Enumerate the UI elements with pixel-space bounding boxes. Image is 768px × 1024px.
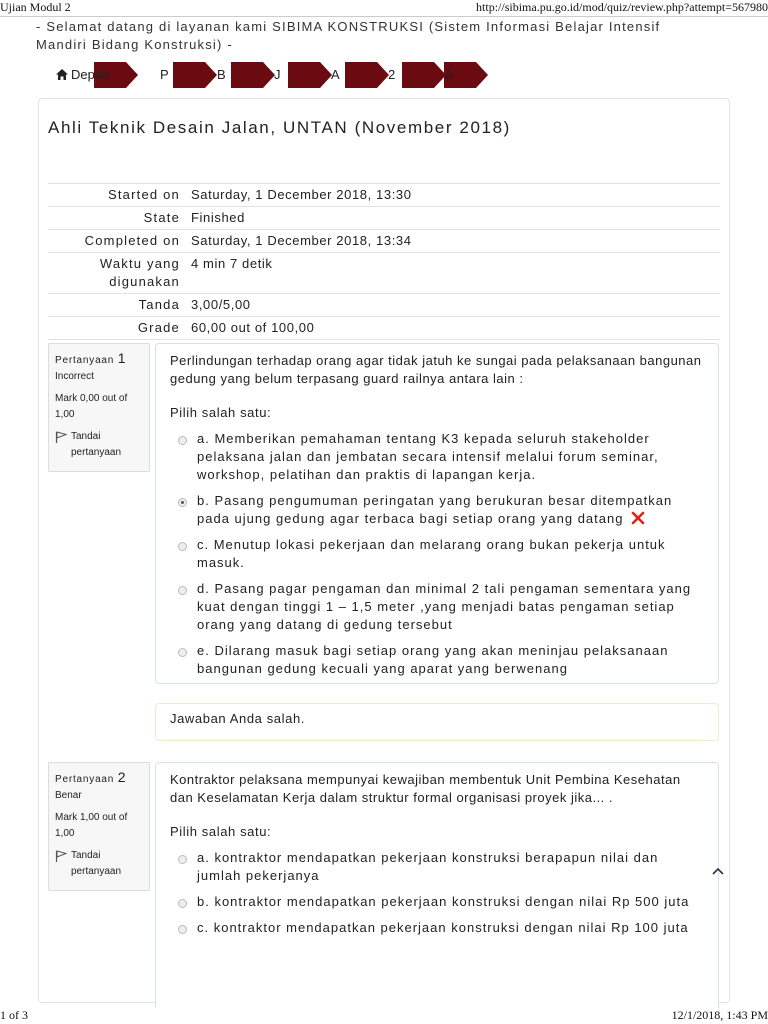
answer-option[interactable] bbox=[170, 919, 704, 937]
breadcrumb-item[interactable]: J bbox=[274, 67, 281, 82]
breadcrumb-arrow bbox=[173, 62, 217, 88]
breadcrumb-home-label: Depan bbox=[71, 67, 110, 82]
answer-option-label: c. kontraktor mendapatkan pekerjaan konstruksi dengan nilai Rp 100 juta bbox=[197, 920, 689, 935]
question-number-value: 2 bbox=[117, 769, 127, 785]
answer-option[interactable] bbox=[170, 580, 704, 634]
question-status: Benar bbox=[55, 790, 82, 801]
breadcrumb-arrow bbox=[345, 62, 389, 88]
answer-option[interactable] bbox=[170, 642, 704, 678]
question-content bbox=[155, 343, 719, 684]
flag-icon bbox=[55, 850, 67, 862]
print-header bbox=[0, 0, 768, 16]
answer-feedback bbox=[155, 703, 719, 741]
answer-option-label: a. Memberikan pemahaman tentang K3 kepada seluruh stakeholder pelaksana jalan dan jembatan secara intensif melalui forum seminar, workshop, pelatihan dan praktis di lapangan kerja. bbox=[197, 431, 659, 482]
summary-row bbox=[48, 293, 720, 316]
summary-value: 4 min 7 detik bbox=[191, 256, 273, 271]
answer-option-label: c. Menutup lokasi pekerjaan dan melarang orang bukan pekerja untuk masuk. bbox=[197, 537, 666, 570]
radio-button[interactable] bbox=[178, 542, 187, 551]
summary-value: Saturday, 1 December 2018, 13:30 bbox=[191, 187, 412, 202]
answer-option-label: b. kontraktor mendapatkan pekerjaan konstruksi dengan nilai Rp 500 juta bbox=[197, 894, 690, 909]
summary-label: Grade bbox=[137, 320, 180, 335]
flag-label: Tandai pertanyaan bbox=[71, 850, 122, 877]
summary-label: Started on bbox=[108, 187, 180, 202]
question-text: Kontraktor pelaksana mempunyai kewajiban membentuk Unit Pembina Kesehatan dan Keselamatan Kerja dalam struktur formal organisasi proyek jika... . bbox=[170, 772, 681, 805]
radio-button[interactable] bbox=[178, 586, 187, 595]
question-number bbox=[55, 769, 143, 788]
choice-prompt: Pilih salah satu: bbox=[170, 405, 272, 420]
question-content bbox=[155, 762, 719, 1008]
flag-label: Tandai pertanyaan bbox=[71, 431, 122, 458]
summary-value: Finished bbox=[191, 210, 245, 225]
breadcrumb-item[interactable]: B bbox=[217, 67, 226, 82]
feedback-text: Jawaban Anda salah. bbox=[170, 711, 305, 726]
summary-value: 60,00 out of 100,00 bbox=[191, 320, 315, 335]
answer-option-label: e. Dilarang masuk bagi setiap orang yang akan meninjau pelaksanaan bangunan gedung kecuali yang aparat yang berwenang bbox=[197, 643, 669, 676]
choice-prompt: Pilih salah satu: bbox=[170, 824, 272, 839]
print-footer bbox=[0, 1008, 768, 1024]
question-mark: Mark 1,00 out of 1,00 bbox=[55, 812, 128, 839]
radio-button[interactable] bbox=[178, 648, 187, 657]
summary-value: Saturday, 1 December 2018, 13:34 bbox=[191, 233, 412, 248]
breadcrumb-home-link[interactable] bbox=[56, 67, 109, 82]
question-mark: Mark 0,00 out of 1,00 bbox=[55, 393, 128, 420]
summary-row bbox=[48, 206, 720, 229]
question-number bbox=[55, 350, 143, 369]
answer-option-label: b. Pasang pengumuman peringatan yang berukuran besar ditempatkan pada ujung gedung agar terbaca bagi setiap orang yang datang bbox=[197, 493, 673, 526]
breadcrumb-item[interactable]: 2 bbox=[388, 67, 396, 82]
breadcrumb-item[interactable]: P bbox=[160, 67, 169, 82]
question-number-value: 1 bbox=[117, 350, 127, 366]
radio-button[interactable] bbox=[178, 855, 187, 864]
welcome-banner: - Selamat datang di layanan kami SIBIMA KONSTRUKSI (Sistem Informasi Belajar Intensif Mandiri Bidang Konstruksi) - bbox=[36, 19, 661, 52]
summary-label: State bbox=[143, 210, 180, 225]
question-status: Incorrect bbox=[55, 371, 94, 382]
answer-option-label: d. Pasang pagar pengaman dan minimal 2 tali pengaman sementara yang kuat dengan tinggi 1 – 1,5 meter ,yang menjadi batas pengaman setiap orang yang datang di gedung tersebut bbox=[197, 581, 692, 632]
print-url: http://sibima.pu.go.id/mod/quiz/review.php?attempt=567980 bbox=[476, 0, 768, 14]
summary-row bbox=[48, 252, 720, 293]
summary-label: Tanda bbox=[138, 297, 180, 312]
flag-icon bbox=[55, 431, 67, 443]
summary-row bbox=[48, 316, 720, 340]
question-text: Perlindungan terhadap orang agar tidak jatuh ke sungai pada pelaksanaan bangunan gedung yang belum terpasang guard railnya antara lain : bbox=[170, 353, 702, 386]
radio-button[interactable] bbox=[178, 899, 187, 908]
answer-option[interactable] bbox=[170, 536, 704, 572]
answer-option[interactable] bbox=[170, 430, 704, 484]
answer-option[interactable] bbox=[170, 492, 704, 528]
breadcrumb-arrow bbox=[288, 62, 332, 88]
answer-option-label: a. kontraktor mendapatkan pekerjaan konstruksi berapapun nilai dan jumlah pekerjanya bbox=[197, 850, 659, 883]
incorrect-x-icon bbox=[631, 511, 645, 525]
flag-question-button[interactable] bbox=[55, 429, 143, 461]
summary-value: 3,00/5,00 bbox=[191, 297, 251, 312]
radio-button[interactable] bbox=[178, 925, 187, 934]
summary-row bbox=[48, 229, 720, 252]
question-info-panel bbox=[48, 343, 150, 472]
breadcrumb-arrow bbox=[402, 62, 446, 88]
print-title: Ujian Modul 2 bbox=[0, 0, 71, 14]
question-label: Pertanyaan bbox=[55, 355, 115, 366]
radio-button[interactable] bbox=[178, 436, 187, 445]
question-info-panel bbox=[48, 762, 150, 891]
summary-row bbox=[48, 183, 720, 206]
home-icon bbox=[56, 69, 68, 80]
page-count: 1 of 3 bbox=[0, 1008, 28, 1022]
answer-option[interactable] bbox=[170, 893, 704, 911]
breadcrumb-arrow bbox=[231, 62, 275, 88]
summary-label: Completed on bbox=[84, 233, 180, 248]
answer-option[interactable] bbox=[170, 849, 704, 885]
flag-question-button[interactable] bbox=[55, 848, 143, 880]
summary-label: Waktu yang digunakan bbox=[99, 256, 180, 289]
answer-option-text bbox=[197, 492, 704, 528]
print-header-divider bbox=[0, 16, 768, 17]
print-date: 12/1/2018, 1:43 PM bbox=[671, 1008, 768, 1022]
breadcrumb-item[interactable]: A bbox=[445, 67, 454, 82]
quiz-title: Ahli Teknik Desain Jalan, UNTAN (November 2018) bbox=[48, 118, 511, 137]
breadcrumb bbox=[56, 62, 496, 88]
attempt-summary-table bbox=[48, 183, 720, 340]
question-label: Pertanyaan bbox=[55, 774, 115, 785]
breadcrumb-item[interactable]: A bbox=[331, 67, 340, 82]
radio-button-selected[interactable] bbox=[178, 498, 187, 507]
scroll-to-top-icon[interactable] bbox=[712, 866, 724, 876]
